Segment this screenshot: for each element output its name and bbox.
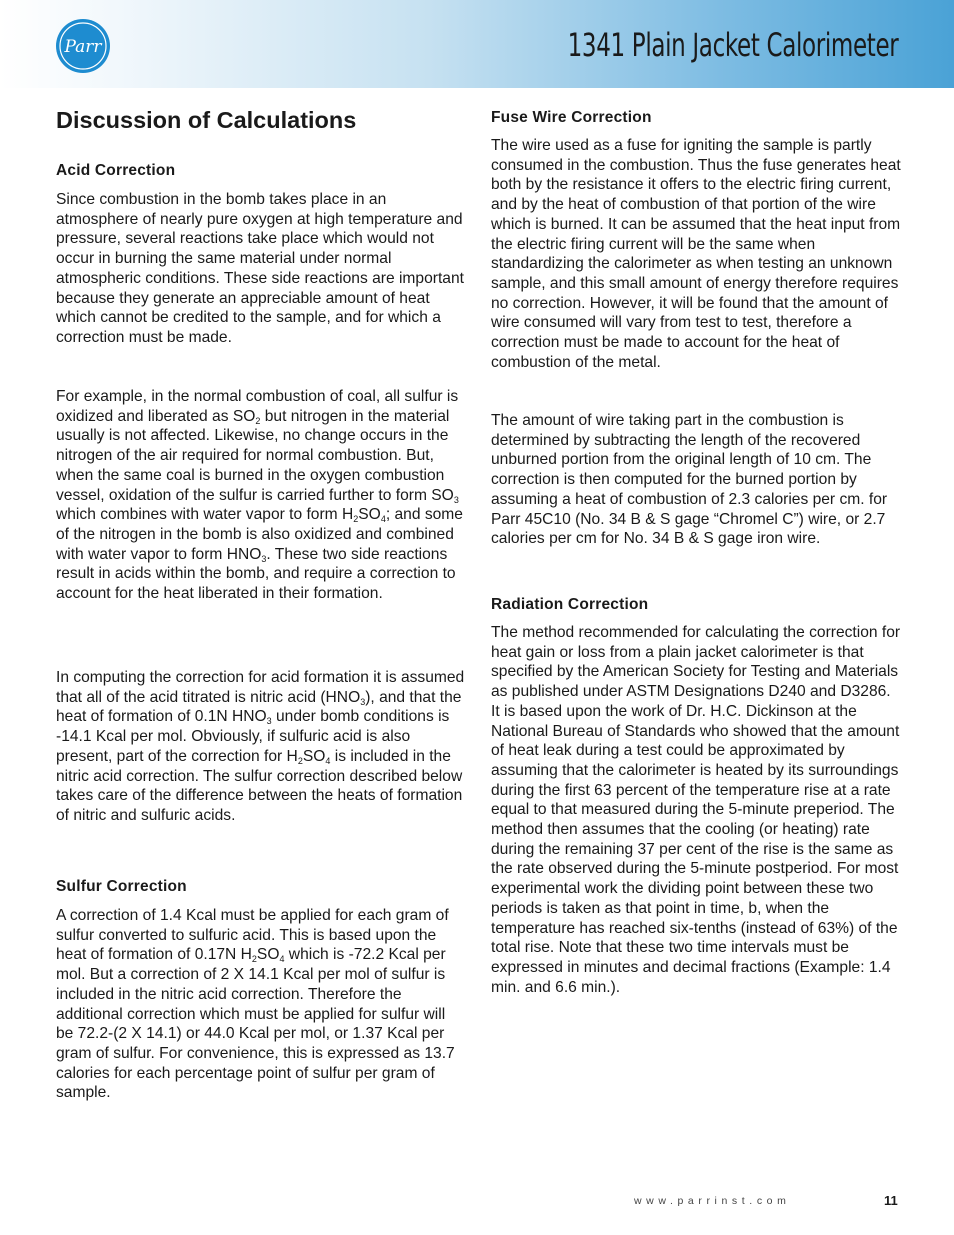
page-header-banner xyxy=(0,0,954,88)
fuse-wire-correction-paragraph-2: The amount of wire taking part in the combustion is determined by subtracting the length of the recovered unburned portion from the original length of 10 cm. The correction is then computed for the burned portion by assuming a heat of combustion of 2.3 calories per cm. for Parr 45C10 (No. 34 B & S gage “Chromel C”) wire, or 2.7 calories per cm for No. 34 B & S gage iron wire. xyxy=(491,412,888,548)
radiation-correction-heading: Radiation Correction xyxy=(491,596,649,613)
acid-correction-paragraph-1: Since combustion in the bomb takes place in an atmosphere of nearly pure oxygen at high temperature and pressure, several reactions take place which would not occur in burning the same material under normal atmospheric conditions. These side reactions are important because they generate an appreciable amount of heat which cannot be credited to the sample, and for which a correction must be made. xyxy=(56,191,464,346)
radiation-correction-paragraph: The method recommended for calculating the correction for heat gain or loss from a plain jacket calorimeter is that specified by the American Society for Testing and Materials as published under ASTM Designations D240 and D3286. It is based upon the work of Dr. H.C. Dickinson at the National Bureau of Standards who showed that the amount of heat leak during a test could be approximated by assuming that the calorimeter is heated by its surroundings during the first 63 percent of the temperature rise at a rate equal to that measured during the 5-minute preperiod. The method then assumes that the cooling (or heating) rate during the remaining 37 per cent of the rise is the same as the rate observed during the 5-minute postperiod. For most experimental work the dividing point between these two periods is taken as that point in time, b, when the temperature has reached six-tenths (instead of 63%) of the total rise. Note that these two time intervals must be expressed in minutes and decimal fractions (Example: 1.4 min. and 6.6 min.). xyxy=(491,624,901,996)
parr-logo xyxy=(56,19,110,73)
sulfur-correction-paragraph: A correction of 1.4 Kcal must be applied for each gram of sulfur converted to sulfuric acid. This is based upon the heat of formation of 0.17N $H_2SO_4$ which is -72.2 Kcal per mol. But a correction of 2 X 14.1 Kcal per mol of sulfur is included in the nitric acid correction. Therefore the additional correction which must be applied for sulfur will be 72.2-(2 X 14.1) or 44.0 Kcal per mol, or 1.37 Kcal per gram of sulfur. For convenience, this is expressed as 13.7 calories for each percentage point of sulfur per gram of sample. xyxy=(56,907,455,1102)
page-number: 11 xyxy=(884,1193,898,1208)
acid-correction-heading: Acid Correction xyxy=(56,162,176,179)
page-heading: Discussion of Calculations xyxy=(56,107,357,133)
parr-logo-text: Parr xyxy=(64,37,102,57)
parr-logo-mark xyxy=(56,19,110,73)
fuse-wire-correction-paragraph-1: The wire used as a fuse for igniting the sample is partly consumed in the combustion. Thus the fuse generates heat both by the resistance it offers to the electric firing current, and by the heat of combustion of that portion of the wire which is burned. It can be assumed that the heat input from the electric firing current will be the same when standardizing the calorimeter as when testing an unknown sample, and this small amount of energy therefore requires no correction. However, it will be found that the amount of wire consumed will vary from test to test, therefore a correction must be made to account for the heat of combustion of the metal. xyxy=(491,137,901,371)
sulfur-correction-heading: Sulfur Correction xyxy=(56,878,187,895)
acid-correction-paragraph-3: In computing the correction for acid formation it is assumed that all of the acid titrated is nitric acid $(HNO_3)$, and that the heat of formation of 0.1N $HNO_3$ under bomb conditions is -14.1 Kcal per mol. Obviously, if sulfuric acid is also present, part of the correction for $H_2SO_4$ is included in the nitric acid correction. The sulfur correction described below takes care of the difference between the heats of formation of nitric and sulfuric acids. xyxy=(56,669,465,824)
footer-website-url: www.parrinst.com xyxy=(634,1195,791,1207)
acid-correction-paragraph-2: For example, in the normal combustion of coal, all sulfur is oxidized and liberated as $SO_2$ but nitrogen in the material usually is not affected. Likewise, no change occurs in the nitrogen of the air required for normal combustion. But, when the same coal is burned in the oxygen combustion vessel, oxidation of the sulfur is carried further to form $SO_3$ which combines with water vapor to form $H_2SO_4$; and some of the nitrogen in the bomb is also oxidized and combined with water vapor to form $HNO_3$. These two side reactions result in acids within the bomb, and require a correction to account for the heat liberated in their formation. xyxy=(56,388,463,603)
fuse-wire-correction-heading: Fuse Wire Correction xyxy=(491,109,652,126)
document-title: 1341 Plain Jacket Calorimeter xyxy=(567,26,898,64)
